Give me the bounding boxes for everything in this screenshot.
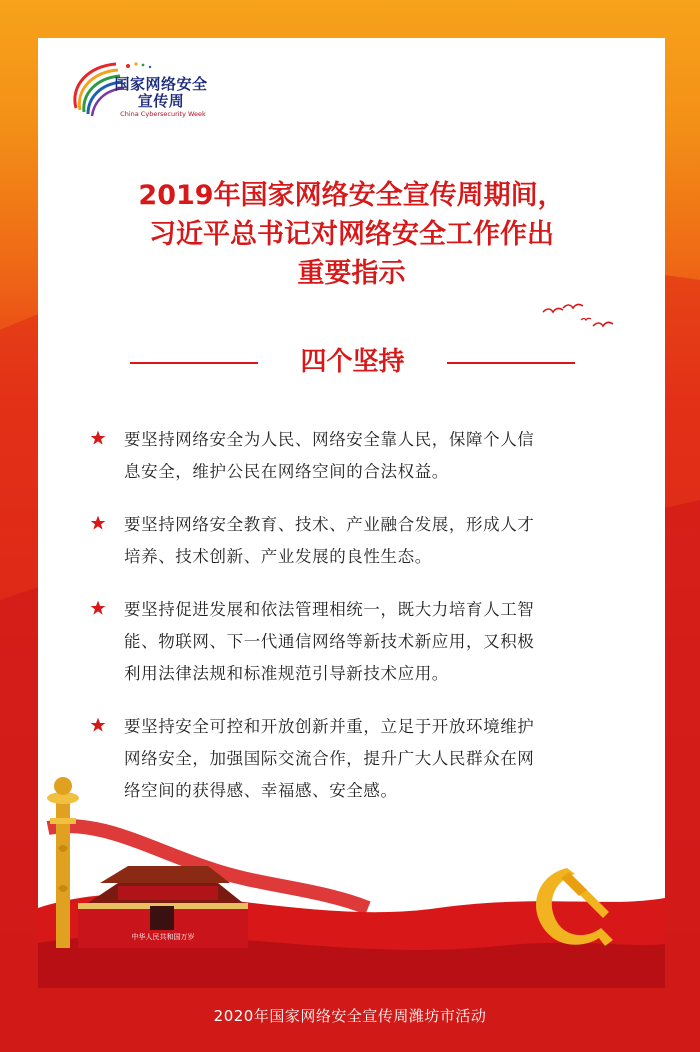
logo-subtitle: China Cybersecurity Week — [120, 110, 206, 118]
list-item — [90, 594, 610, 690]
cybersecurity-week-logo — [68, 56, 228, 126]
poster-card — [38, 38, 665, 988]
section-divider-left — [130, 362, 258, 364]
title-line-3: 重要指示 — [297, 258, 406, 289]
list-item-line: 要坚持网络安全为人民、网络安全靠人民，保障个人信 — [124, 430, 535, 449]
logo-title-line2: 宣传周 — [137, 92, 185, 110]
star-bullet-icon — [90, 515, 106, 531]
list-item-line: 网络安全，加强国际交流合作，提升广大人民群众在网 — [124, 749, 535, 768]
list-item-line: 能、物联网、下一代通信网络等新技术新应用，又积极 — [124, 632, 535, 651]
section-title: 四个坚持 — [300, 347, 405, 377]
footer-text: 2020年国家网络安全宣传周潍坊市活动 — [213, 1007, 487, 1025]
flying-birds-icon — [541, 300, 621, 340]
list-item-line: 息安全，维护公民在网络空间的合法权益。 — [124, 462, 449, 481]
star-bullet-icon — [90, 717, 106, 733]
list-item-line: 要坚持网络安全教育、技术、产业融合发展，形成人才 — [124, 515, 535, 534]
title-line-2: 习近平总书记对网络安全工作作出 — [149, 219, 554, 250]
list-item-text — [124, 509, 610, 573]
star-bullet-icon — [90, 430, 106, 446]
section-divider-right — [447, 362, 575, 364]
list-item-line: 络空间的获得感、幸福感、安全感。 — [124, 781, 398, 800]
tiananmen-gate-icon — [78, 866, 248, 948]
list-item-line: 培养、技术创新、产业发展的良性生态。 — [124, 547, 432, 566]
page-title — [58, 176, 645, 293]
list-item-line: 利用法律法规和标准规范引导新技术应用。 — [124, 664, 449, 683]
decorative-bottom-art — [38, 758, 665, 988]
logo-title — [96, 76, 226, 110]
list-item-text — [124, 594, 610, 690]
title-line-1: 2019年国家网络安全宣传周期间， — [138, 180, 565, 211]
section-heading — [130, 344, 575, 380]
logo-title-line1: 国家网络安全 — [114, 75, 208, 93]
list-item-line: 要坚持促进发展和依法管理相统一，既大力培育人工智 — [124, 600, 535, 619]
gate-plaque-text: 中华人民共和国万岁 — [131, 933, 195, 941]
list-item — [90, 509, 610, 573]
list-item — [90, 424, 610, 488]
star-bullet-icon — [90, 600, 106, 616]
list-item-line: 要坚持安全可控和开放创新并重，立足于开放环境维护 — [124, 717, 535, 736]
list-item-text — [124, 424, 610, 488]
